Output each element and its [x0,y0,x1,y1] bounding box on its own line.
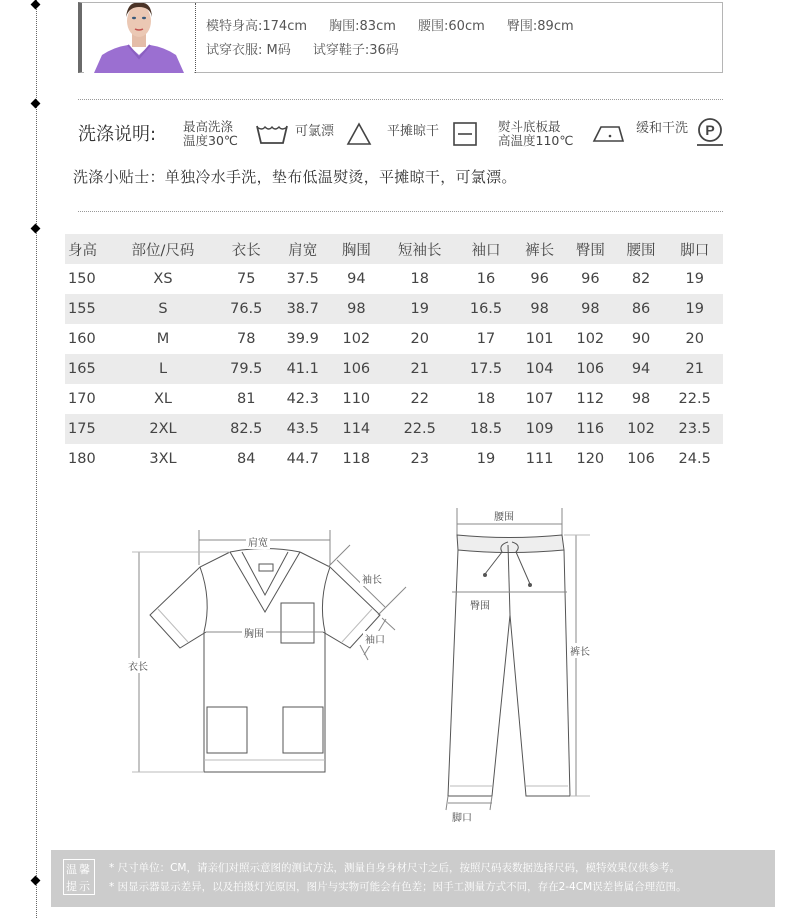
table-cell: 102 [342,331,371,347]
table-cell: 22.5 [403,421,436,437]
table-header-row [65,234,723,264]
bleach-label: 可氯漂 [295,124,335,139]
col-pants-length: 裤长 [525,242,555,259]
table-cell: 16.5 [469,301,503,317]
table-cell: 19 [476,451,496,467]
col-hip: 臀围 [575,242,605,259]
table-cell: 84 [237,451,256,467]
table-cell: 3XL [149,451,177,467]
col-size: 部位/尺码 [131,242,195,259]
table-cell: 98 [581,301,600,317]
length-label: 衣长 [126,658,150,673]
table-cell: 22.5 [678,391,711,407]
shoulder-label: 肩宽 [246,534,270,549]
table-cell: 104 [525,361,554,377]
model-hip: 臀围:89cm [506,19,574,34]
model-chest: 胸围:83cm [329,19,396,34]
table-cell: 22 [410,391,429,407]
table-cell: 106 [342,361,371,377]
table-cell: 180 [68,451,96,467]
table-row [65,324,723,354]
bleach-triangle-icon [346,122,372,146]
dry-clean-p-icon [694,117,726,147]
chest-label: 胸围 [242,625,266,640]
table-cell: 2XL [149,421,177,437]
table-cell: 98 [347,301,366,317]
dry-flat-label: 平摊晾干 [387,124,440,139]
table-cell: 118 [342,451,371,467]
notice-box [51,850,775,907]
table-cell: 17.5 [469,361,503,377]
table-cell: XS [153,271,173,287]
pants-length-label: 裤长 [568,643,592,658]
table-cell: 106 [576,361,605,377]
table-cell: 19 [685,271,704,287]
section-divider [78,99,723,100]
table-cell: 76.5 [230,301,263,317]
col-chest: 胸围 [341,242,371,259]
model-line-1 [206,15,574,39]
table-cell: 37.5 [286,271,319,287]
table-cell: 78 [237,331,256,347]
table-cell: 82 [631,271,651,287]
table-row [65,384,723,414]
table-cell: 20 [685,331,704,347]
col-waist: 腰围 [626,242,656,259]
notice-badge: 温馨 提示 [63,859,95,895]
wash-tub-30-icon [255,123,289,145]
sleeve-length-label: 袖长 [360,571,384,586]
table-cell: 18.5 [469,421,503,437]
table-cell: L [158,361,168,377]
table-cell: 111 [525,451,554,467]
table-cell: 17 [476,331,496,347]
table-cell: 41.1 [286,361,319,377]
svg-text:P: P [705,122,715,138]
table-cell: 96 [581,271,600,287]
table-cell: 116 [576,421,605,437]
table-cell: 94 [347,271,366,287]
cuff-label: 袖口 [363,631,387,646]
table-cell: 16 [476,271,496,287]
model-photo [84,3,194,73]
table-cell: 170 [68,391,96,407]
table-cell: 82.5 [230,421,263,437]
photo-divider [195,3,196,73]
table-cell: 109 [525,421,554,437]
table-row [65,264,723,294]
table-cell: 165 [68,361,96,377]
size-table [65,234,723,474]
iron-low-icon [592,124,626,144]
timeline-diamond-icon [31,99,41,109]
pants-measurement-diagram [430,500,610,830]
table-cell: 23 [410,451,429,467]
table-cell: 86 [631,301,651,317]
table-cell: 19 [685,301,704,317]
wash-tip: 洗涤小贴士：单独冷水手洗，垫布低温熨烫，平摊晾干，可氯漂。 [73,168,517,186]
table-cell: 98 [631,391,651,407]
model-clothes-size: 试穿衣服: M码 [206,43,291,58]
table-row [65,354,723,384]
col-height: 身高 [68,242,97,259]
table-cell: M [156,331,170,347]
wash-title: 洗涤说明: [78,124,157,145]
table-cell: 98 [530,301,549,317]
table-cell: 101 [525,331,554,347]
table-cell: 43.5 [286,421,319,437]
table-row [65,294,723,324]
table-cell: 18 [476,391,496,407]
wash-temp-label: 最高洗涤 温度30℃ [183,119,238,148]
notice-line-1: * 尺寸单位：CM，请亲们对照示意图的测试方法，测量自身身材尺寸之后，按照尺码表数据选择尺码，模特效果仅供参考。 [109,862,680,874]
timeline-diamond-icon [31,224,41,234]
table-cell: 102 [627,421,655,437]
table-cell: 90 [631,331,651,347]
table-cell: 20 [410,331,429,347]
model-shoe-size: 试穿鞋子:36码 [312,43,399,58]
timeline-dotted-line [36,0,37,918]
model-height: 模特身高:174cm [206,19,308,34]
model-line-2 [206,39,574,63]
table-cell: 150 [68,271,96,287]
table-cell: 44.7 [286,451,319,467]
table-cell: 21 [410,361,429,377]
hip-label: 臀围 [468,597,492,612]
table-cell: 160 [68,331,96,347]
table-cell: 79.5 [230,361,263,377]
iron-label: 熨斗底板最 高温度110℃ [498,119,574,148]
table-cell: 81 [237,391,256,407]
table-cell: 102 [576,331,605,347]
model-measurements [206,15,574,63]
table-cell: 155 [68,301,96,317]
section-divider [78,211,723,212]
table-cell: 112 [576,391,605,407]
table-row [65,444,723,474]
col-length: 衣长 [231,242,261,259]
col-shoulder: 肩宽 [288,242,318,259]
table-cell: 175 [68,421,96,437]
table-cell: 21 [685,361,704,377]
table-cell: 19 [410,301,429,317]
table-cell: 114 [342,421,371,437]
dry-flat-icon [452,121,478,147]
table-cell: 110 [342,391,371,407]
table-cell: 38.7 [286,301,319,317]
hem-label: 脚口 [450,809,474,824]
table-cell: 94 [631,361,651,377]
shirt-measurement-diagram [120,515,420,785]
table-cell: 96 [530,271,549,287]
table-cell: XL [153,391,172,407]
table-cell: 42.3 [286,391,319,407]
timeline-diamond-icon [31,0,41,9]
dry-clean-label: 缓和干洗 [636,121,689,136]
waist-label: 腰围 [492,508,516,523]
timeline-diamond-icon [31,876,41,886]
col-hem: 脚口 [680,242,710,259]
table-cell: 75 [237,271,256,287]
table-cell: 24.5 [678,451,711,467]
model-info-card [78,2,723,73]
col-cuff: 袖口 [471,242,501,259]
table-row [65,414,723,444]
table-cell: 39.9 [286,331,319,347]
table-cell: 23.5 [678,421,711,437]
table-cell: S [158,301,168,317]
model-waist: 腰围:60cm [418,19,485,34]
table-cell: 106 [627,451,655,467]
table-cell: 18 [410,271,429,287]
col-sleeve: 短袖长 [397,242,442,259]
notice-line-2: * 因显示器显示差异，以及拍摄灯光原因，图片与实物可能会有色差；因手工测量方式不同，存在2-4CM误差皆属合理范围。 [109,881,687,893]
table-cell: 107 [525,391,554,407]
table-cell: 120 [576,451,605,467]
